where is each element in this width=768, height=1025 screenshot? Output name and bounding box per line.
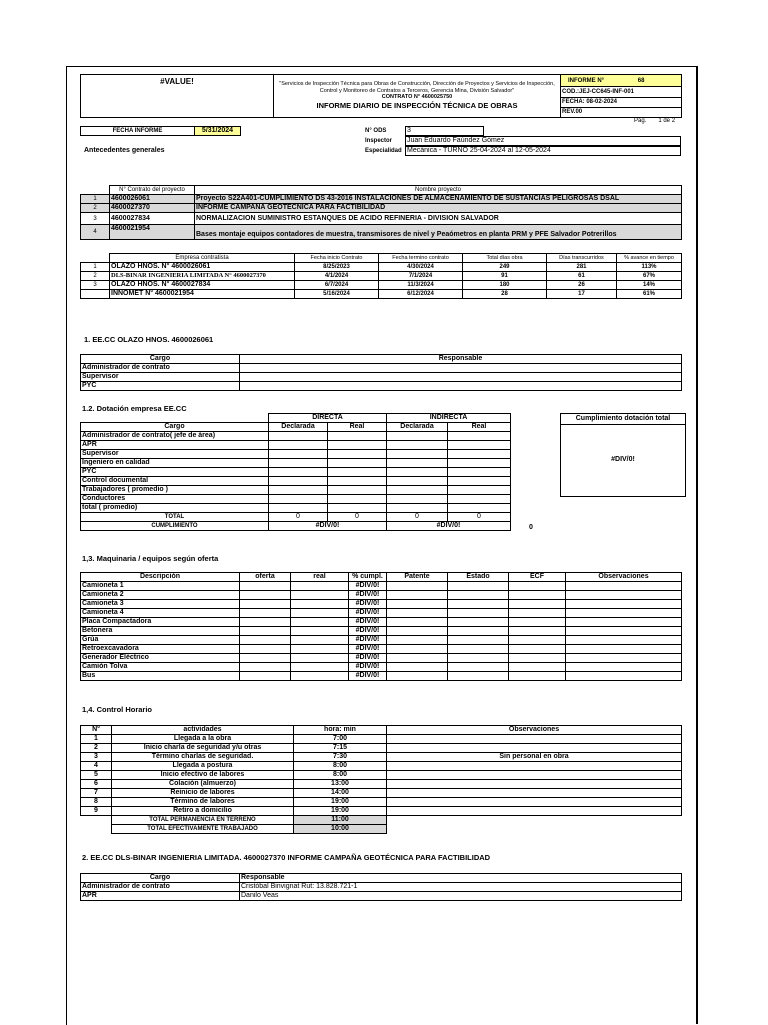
maquinaria-header: Patente: [387, 573, 448, 582]
dotacion-subheader: Declarada: [387, 423, 448, 432]
dotacion-row-label: APR: [81, 441, 269, 450]
contractors-header: Fecha inicio Contrato: [295, 254, 379, 263]
section1-header-responsable: Responsable: [240, 355, 682, 364]
cargo-cell: Supervisor: [81, 373, 240, 382]
maquinaria-header: Observaciones: [566, 573, 682, 582]
contractor-end: 4/30/2024: [379, 263, 463, 272]
responsable-cell: Cristóbal Binvignat Rut: 13.828.721-1: [240, 883, 682, 892]
dotacion-directa-header: DIRECTA: [269, 414, 387, 423]
contractors-header: % avance en tiempo: [617, 254, 682, 263]
contractor-number: 3: [81, 281, 110, 290]
antecedentes-heading: Antecedentes generales: [84, 147, 165, 154]
section1-header-cargo: Cargo: [81, 355, 240, 364]
maquinaria-title: 1,3. Maquinaria / equipos según oferta: [82, 554, 219, 563]
horario-activity: Llegada a postura: [112, 762, 294, 771]
contractor-progress: 67%: [617, 272, 682, 281]
dotacion-row-label: Ingeniero en calidad: [81, 459, 269, 468]
horario-observation: [387, 762, 682, 771]
page-right-border: [696, 66, 698, 1024]
horario-total-label: TOTAL PERMANENCIA EN TERRENO: [112, 816, 294, 825]
equipment-pct: #DIV/0!: [349, 672, 387, 681]
equipment-pct: #DIV/0!: [349, 627, 387, 636]
project-row-number: 4: [81, 225, 110, 240]
project-row-number: 3: [81, 213, 110, 225]
contractors-header-spacer: [81, 254, 110, 263]
dotacion-cumplimiento-indirecta: #DIV/0!: [387, 522, 511, 531]
contractor-end: 6/12/2024: [379, 290, 463, 299]
horario-total-spacer: [81, 816, 112, 825]
horario-total-value: 10:00: [294, 825, 387, 834]
especialidad-label: Especialidad: [365, 148, 402, 154]
horario-time: 19:00: [294, 798, 387, 807]
dotacion-total-label: TOTAL: [81, 513, 269, 522]
cargo-cell: Administrador de contrato: [81, 364, 240, 373]
horario-time: 7:30: [294, 753, 387, 762]
contractor-elapsed-days: 281: [547, 263, 617, 272]
contractors-header: Días transcurridos: [547, 254, 617, 263]
informe-number-cell: [561, 75, 682, 87]
fecha-informe-table: [80, 126, 241, 136]
contractor-total-days: 91: [463, 272, 547, 281]
horario-number: 8: [81, 798, 112, 807]
horario-header: hora: min: [294, 726, 387, 735]
cumplimiento-box-title: Cumplimiento dotación total: [561, 414, 685, 425]
contractor-start: 8/25/2023: [295, 263, 379, 272]
section1-table: [80, 354, 682, 391]
project-row-contrato: 4600021954: [110, 225, 195, 240]
horario-number: 4: [81, 762, 112, 771]
service-description: "Servicios de Inspección Técnica para Obras de Construcción, Dirección de Proyectos y Servicios de Inspección, Control y Monitoreo de Contratos a Terceros, Gerencia Mina, División Salvador": [279, 81, 555, 94]
projects-header-spacer: [81, 186, 110, 195]
section1-title: 1. EE.CC OLAZO HNOS. 4600026061: [84, 335, 214, 344]
horario-number: 3: [81, 753, 112, 762]
equipment-name: Camioneta 4: [81, 609, 240, 618]
especialidad-table: [405, 146, 681, 156]
ods-label: N° ODS: [365, 128, 387, 134]
section2-title: 2. EE.CC DLS-BINAR INGENIERIA LIMITADA. 4600027370 INFORME CAMPAÑA GEOTÉCNICA PARA FACTIBILIDAD: [82, 853, 491, 862]
contractors-header: Total días obra: [463, 254, 547, 263]
maquinaria-header: ECF: [509, 573, 566, 582]
projects-table: [80, 185, 682, 240]
page-value: 1 de 2: [658, 118, 676, 124]
projects-header-nombre: Nombre proyecto: [195, 186, 682, 195]
horario-number: 5: [81, 771, 112, 780]
contractor-elapsed-days: 61: [547, 272, 617, 281]
equipment-pct: #DIV/0!: [349, 609, 387, 618]
value-error-cell: #VALUE!: [81, 75, 274, 118]
responsable-cell: Danilo Veas: [240, 892, 682, 901]
equipment-name: Camioneta 1: [81, 582, 240, 591]
contractors-header: Fecha termino contrato: [379, 254, 463, 263]
horario-header: N°: [81, 726, 112, 735]
dotacion-row-label: Conductores: [81, 495, 269, 504]
dotacion-table: [80, 413, 511, 531]
page-label: Pág.: [634, 118, 647, 124]
horario-activity: Llegada a la obra: [112, 735, 294, 744]
projects-header-contrato: N° Contrato del proyecto: [110, 186, 195, 195]
dotacion-cumplimiento-label: CUMPLIMIENTO: [81, 522, 269, 531]
contractor-name: INNOMET N° 4600021954: [110, 290, 295, 299]
report-title: INFORME DIARIO DE INSPECCIÓN TÉCNICA DE OBRAS: [316, 100, 518, 110]
cargo-cell: Administrador de contrato: [81, 883, 240, 892]
horario-observation: [387, 798, 682, 807]
contractor-start: 4/1/2024: [295, 272, 379, 281]
project-row-number: 2: [81, 204, 110, 213]
project-row-contrato: 4600027370: [110, 204, 195, 213]
horario-observation: [387, 771, 682, 780]
fecha-informe-label: FECHA INFORME: [81, 127, 195, 136]
horario-observation: [387, 744, 682, 753]
maquinaria-header: Estado: [448, 573, 509, 582]
equipment-name: Camión Tolva: [81, 663, 240, 672]
dotacion-total-value: 0: [269, 513, 328, 522]
horario-activity: Reinicio de labores: [112, 789, 294, 798]
contractor-progress: 113%: [617, 263, 682, 272]
horario-title: 1,4. Control Horario: [82, 705, 153, 714]
contractor-total-days: 28: [463, 290, 547, 299]
inspector-label: Inspector: [365, 138, 393, 144]
horario-activity: Retiro a domicilio: [112, 807, 294, 816]
header-table: [80, 74, 682, 118]
inspector-value: Juan Eduardo Faúndez Gómez: [406, 137, 681, 146]
project-row-number: 1: [81, 195, 110, 204]
section2-header-cargo: Cargo: [81, 874, 240, 883]
contractor-progress: 14%: [617, 281, 682, 290]
horario-time: 8:00: [294, 762, 387, 771]
horario-total-spacer: [81, 825, 112, 834]
horario-observation: Sin personal en obra: [387, 753, 682, 762]
maquinaria-table: [80, 572, 682, 681]
equipment-name: Placa Compactadora: [81, 618, 240, 627]
horario-observation: [387, 789, 682, 798]
contractor-name: OLAZO HNOS. N° 4600026061: [110, 263, 295, 272]
equipment-name: Camioneta 2: [81, 591, 240, 600]
dotacion-subheader: Real: [328, 423, 387, 432]
section2-header-responsable: Responsable: [240, 874, 682, 883]
equipment-name: Bus: [81, 672, 240, 681]
horario-total-value: 11:00: [294, 816, 387, 825]
cumplimiento-box-value: #DIV/0!: [611, 456, 635, 463]
contractor-total-days: 249: [463, 263, 547, 272]
horario-time: 8:00: [294, 771, 387, 780]
responsable-cell: [240, 364, 682, 373]
horario-time: 19:00: [294, 807, 387, 816]
equipment-pct: #DIV/0!: [349, 600, 387, 609]
dotacion-row-label: Supervisor: [81, 450, 269, 459]
page-number: [634, 118, 675, 124]
horario-activity: Término de labores: [112, 798, 294, 807]
dotacion-subheader: Real: [448, 423, 511, 432]
dotacion-cumplimiento-directa: #DIV/0!: [269, 522, 387, 531]
horario-observation: [387, 735, 682, 744]
responsable-cell: [240, 373, 682, 382]
contractor-total-days: 180: [463, 281, 547, 290]
dotacion-total-value: 0: [387, 513, 448, 522]
horario-header: actividades: [112, 726, 294, 735]
equipment-pct: #DIV/0!: [349, 654, 387, 663]
informe-value: 68: [637, 77, 645, 84]
horario-number: 2: [81, 744, 112, 753]
project-row-contrato: 4600026061: [110, 195, 195, 204]
dotacion-total-value: 0: [328, 513, 387, 522]
horario-time: 14:00: [294, 789, 387, 798]
contractors-header: Empresa contratista: [110, 254, 295, 263]
contractor-elapsed-days: 17: [547, 290, 617, 299]
header-description: [274, 75, 561, 118]
contractor-progress: 61%: [617, 290, 682, 299]
dotacion-total-extra: 0: [529, 524, 533, 531]
doc-revision: REV.00: [561, 107, 682, 117]
contractor-name: OLAZO HNOS. N° 4600027834: [110, 281, 295, 290]
dotacion-cargo-header: Cargo: [81, 423, 269, 432]
maquinaria-header: real: [291, 573, 349, 582]
contract-number: CONTRATO N° 4600025750: [381, 94, 453, 100]
maquinaria-header: % cumpl.: [349, 573, 387, 582]
dotacion-row-label: Control documental: [81, 477, 269, 486]
horario-number: 7: [81, 789, 112, 798]
equipment-pct: #DIV/0!: [349, 645, 387, 654]
equipment-name: Betonera: [81, 627, 240, 636]
cumplimiento-box: [560, 413, 686, 497]
equipment-pct: #DIV/0!: [349, 591, 387, 600]
ods-value: 3: [406, 127, 484, 136]
section2-table: [80, 873, 682, 901]
dotacion-spacer: [81, 414, 269, 423]
equipment-pct: #DIV/0!: [349, 636, 387, 645]
contractor-number: 2: [81, 272, 110, 281]
contractor-start: 6/7/2024: [295, 281, 379, 290]
doc-date: FECHA: 08-02-2024: [561, 97, 682, 107]
dotacion-row-label: total ( promedio): [81, 504, 269, 513]
horario-number: 1: [81, 735, 112, 744]
informe-label: INFORME N°: [568, 77, 605, 84]
doc-code: COD.:JEJ-CC645-INF-001: [561, 87, 682, 97]
horario-time: 13:00: [294, 780, 387, 789]
ods-table: [405, 126, 484, 136]
horario-number: 6: [81, 780, 112, 789]
contractor-start: 5/16/2024: [295, 290, 379, 299]
responsable-cell: [240, 382, 682, 391]
horario-total-label: TOTAL EFECTIVAMENTE TRABAJADO: [112, 825, 294, 834]
horario-header: Observaciones: [387, 726, 682, 735]
cargo-cell: APR: [81, 892, 240, 901]
dotacion-row-label: Trabajadores ( promedio ): [81, 486, 269, 495]
horario-activity: Inicio charla de seguridad y/u otras: [112, 744, 294, 753]
contractor-elapsed-days: 26: [547, 281, 617, 290]
contractor-end: 11/3/2024: [379, 281, 463, 290]
maquinaria-header: oferta: [240, 573, 291, 582]
equipment-name: Grúa: [81, 636, 240, 645]
contractor-name: DLS-BINAR INGENIERIA LIMITADA N° 4600027370: [110, 272, 295, 281]
equipment-name: Retroexcavadora: [81, 645, 240, 654]
dotacion-subheader: Declarada: [269, 423, 328, 432]
dotacion-row-label: PYC: [81, 468, 269, 477]
horario-observation: [387, 807, 682, 816]
dotacion-row-label: Administrador de contrato( jefe de área): [81, 432, 269, 441]
equipment-name: Camioneta 3: [81, 600, 240, 609]
especialidad-value: Mecánica - TURNO 25-04-2024 al 12-05-2024: [406, 147, 681, 156]
horario-activity: Inicio efectivo de labores: [112, 771, 294, 780]
horario-activity: Término charlas de seguridad.: [112, 753, 294, 762]
horario-time: 7:15: [294, 744, 387, 753]
contractor-number: 1: [81, 263, 110, 272]
horario-time: 7:00: [294, 735, 387, 744]
inspector-table: [405, 136, 681, 146]
contractor-number: [81, 290, 110, 299]
equipment-pct: #DIV/0!: [349, 663, 387, 672]
horario-total-blank: [387, 816, 682, 825]
maquinaria-header: Descripción: [81, 573, 240, 582]
horario-total-blank: [387, 825, 682, 834]
equipment-pct: #DIV/0!: [349, 582, 387, 591]
contractor-end: 7/1/2024: [379, 272, 463, 281]
fecha-informe-value: 5/31/2024: [195, 127, 241, 136]
horario-number: 9: [81, 807, 112, 816]
horario-table: [80, 725, 682, 834]
horario-activity: Colación (almuerzo): [112, 780, 294, 789]
dotacion-title: 1.2. Dotación empresa EE.CC: [82, 404, 187, 413]
dotacion-indirecta-header: INDIRECTA: [387, 414, 511, 423]
contractors-table: [80, 253, 682, 299]
dotacion-total-value: 0: [448, 513, 511, 522]
cargo-cell: PYC: [81, 382, 240, 391]
project-row-nombre: NORMALIZACION SUMINISTRO ESTANQUES DE ACIDO REFINERIA - DIVISION SALVADOR: [195, 213, 682, 225]
equipment-name: Generador Eléctrico: [81, 654, 240, 663]
project-row-nombre: Proyecto S22A401-CUMPLIMIENTO DS 43-2016 INSTALACIONES DE ALMACENAMIENTO DE SUSTANCIAS PELIGROSAS DSAL: [195, 195, 682, 204]
horario-observation: [387, 780, 682, 789]
project-row-nombre: INFORME CAMPAÑA GEOTÉCNICA PARA FACTIBILIDAD: [195, 204, 682, 213]
equipment-pct: #DIV/0!: [349, 618, 387, 627]
project-row-nombre: Bases montaje equipos contadores de muestra, transmisores de nivel y Peaómetros en planta PRM y PFE Salvador Potrerillos: [195, 225, 682, 240]
project-row-contrato: 4600027834: [110, 213, 195, 225]
